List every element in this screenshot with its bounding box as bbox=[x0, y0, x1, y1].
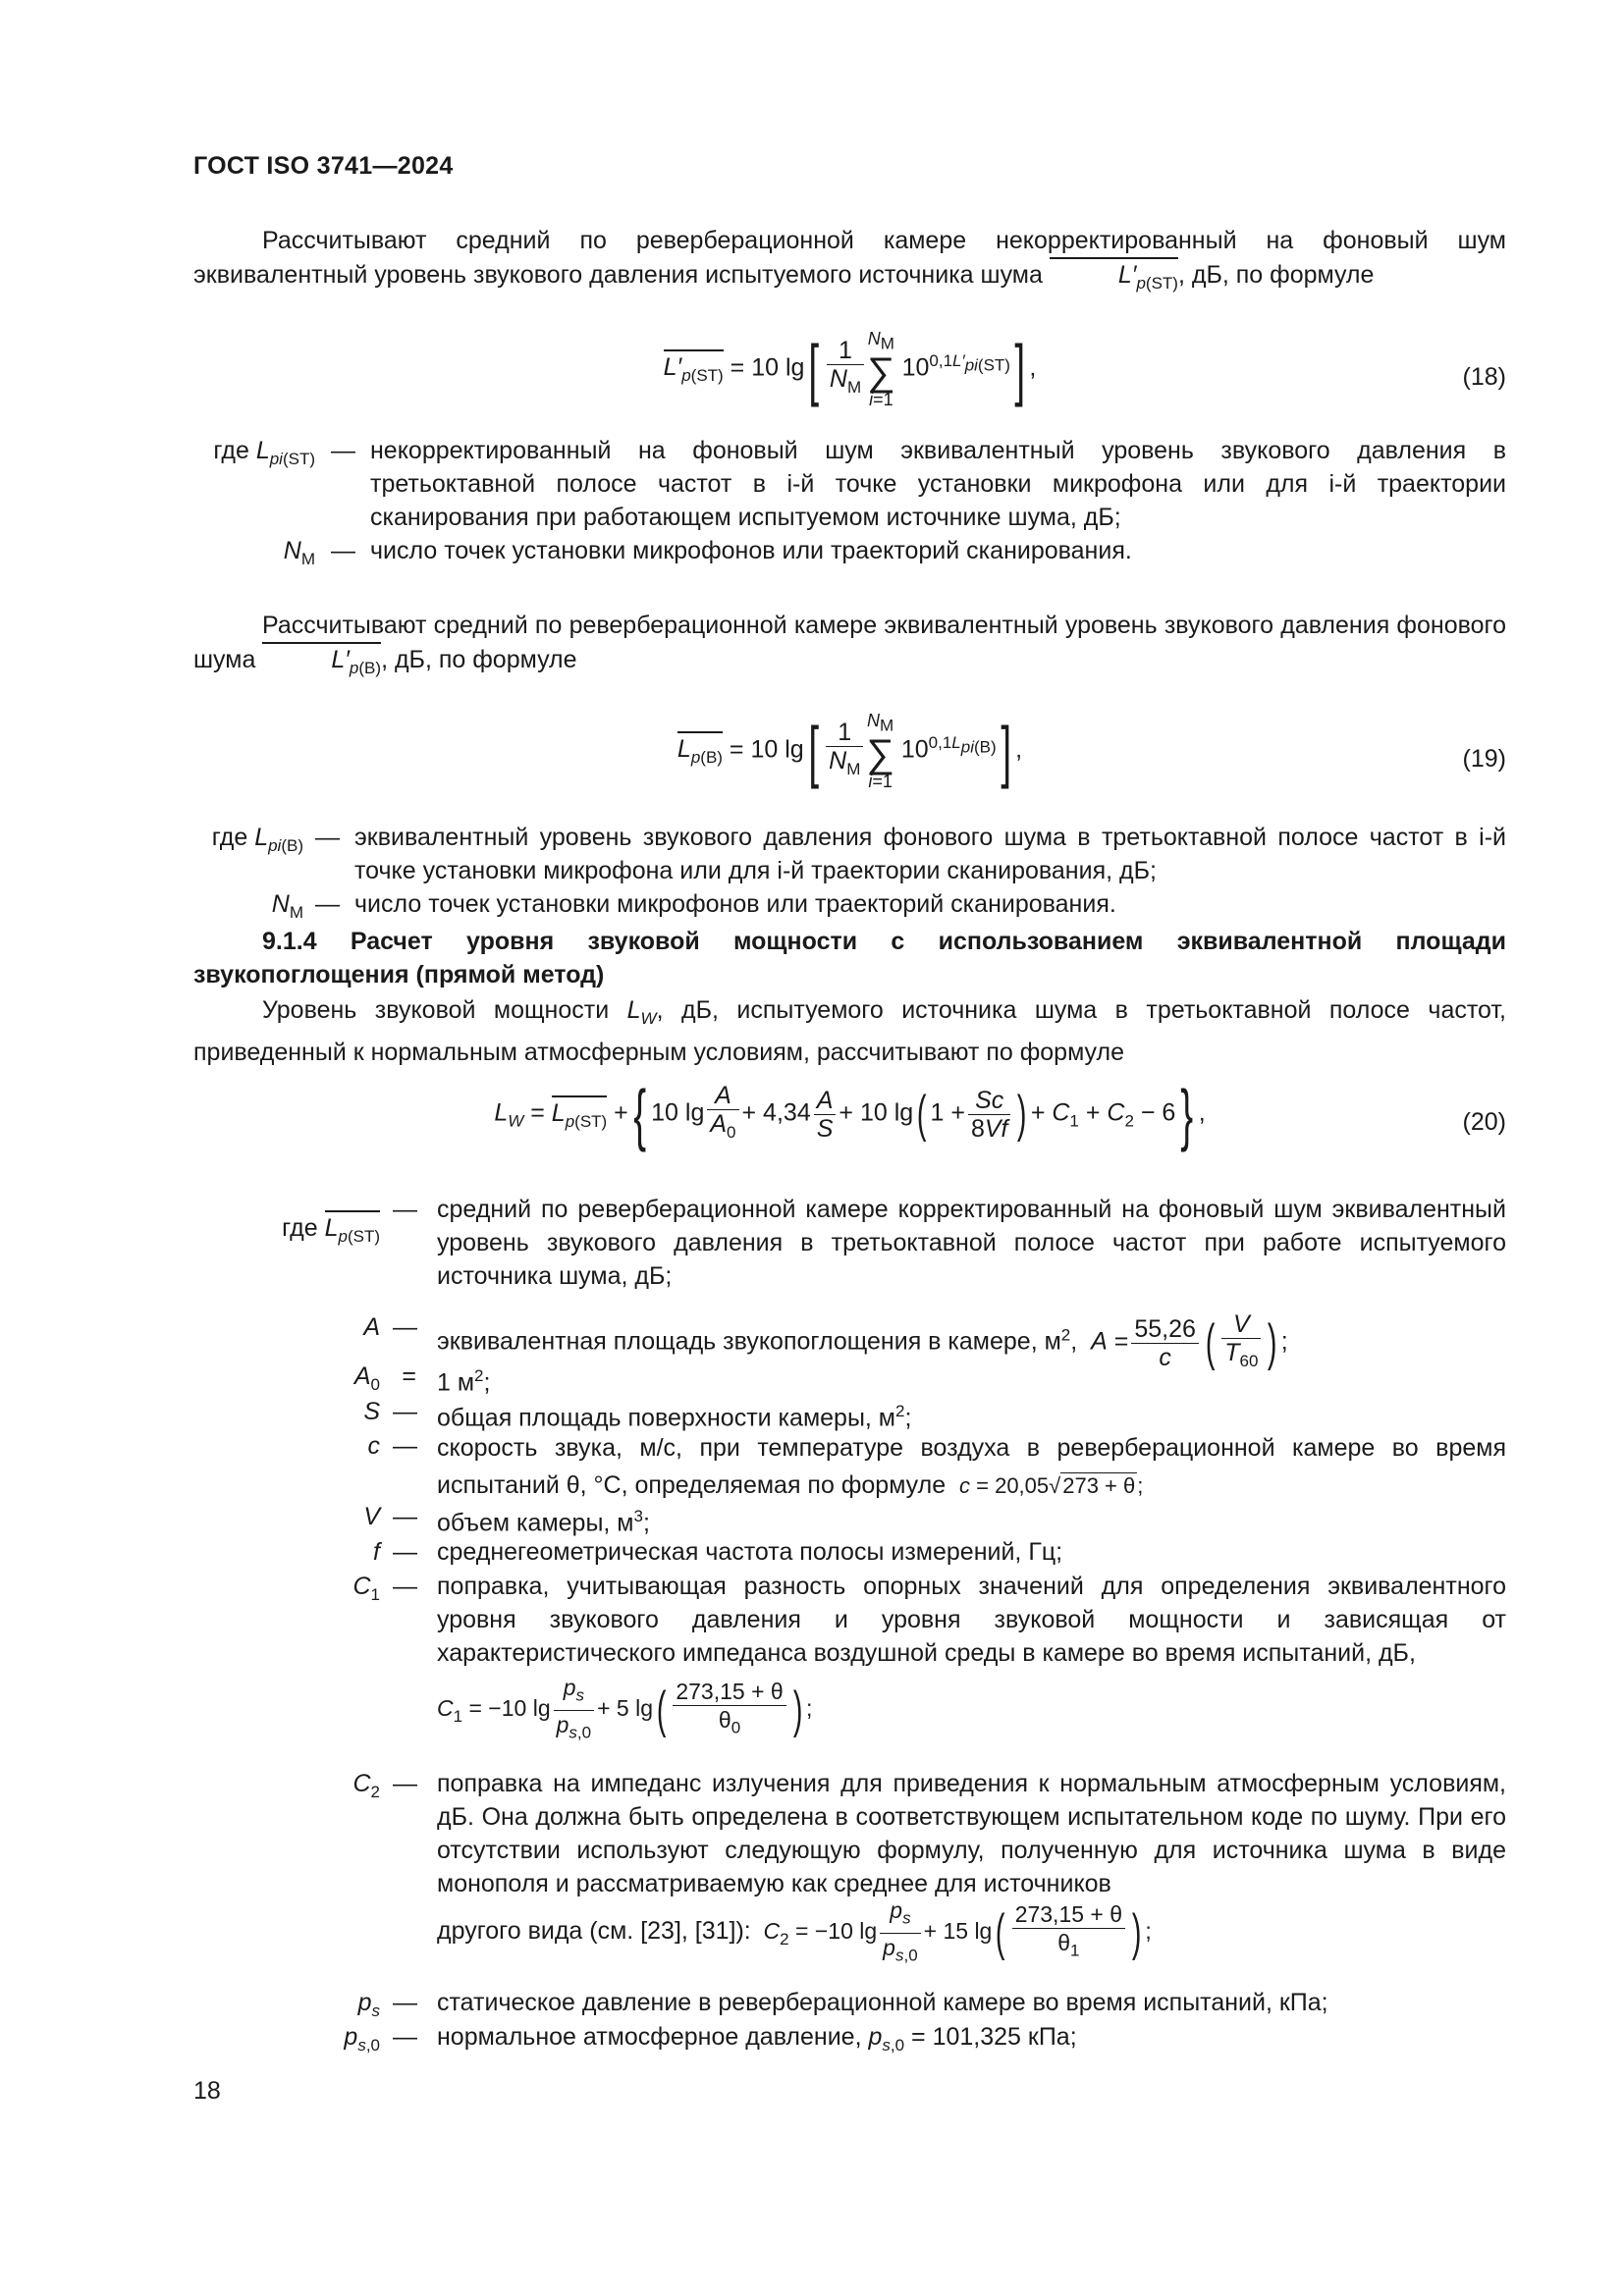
equation-number: (19) bbox=[1462, 745, 1506, 773]
equation-20 bbox=[193, 1076, 1506, 1158]
formula-20: $L_W = L_{p(ST)}$ +{ 10 lg $\frac{A}{A_0}$ + 4,34 $\frac{A}{S}$ + 10 lg( 1 + $\frac{Sc}{8Vf}$ ) + $C_1 + C_2 - 6$} , bbox=[494, 1076, 1206, 1152]
symbol-lp-b-prime: $L'_{p(B)}$ bbox=[262, 642, 381, 682]
definitions-20: где $L_{p(ST)}$ — средний по реверберационной камере корректированный на фоновый шум эквивалентный уровень звукового давления в третьоктавной полосе частот при работе испытуемого источника шума, дБ; A — эквивалентная площадь звукопоглощения в камере, $м^2$, A = $\frac{55,26}{c}$ ( $\frac{V}{T_{60}}$ ) ; $A_0$ = 1 $м^2$; S — общая площадь поверхности камеры, $м^2$; c — скорость звука, м/с, при температуре воздуха в реверберационной камере во время испытаний θ, °C, определяемая по формуле c = 20,05√273 + θ; V — объем камеры, $м^3$; f — среднегеометрическая частота полосы измерений, Гц; $C_1$ — поправка, учитывающая разность опорных значений для определения эквивалентного уровня звукового давления и уровня звуковой мощности и зависящая от характеристического импеданса воздушной среды в камере во время испытаний, дБ, $C_1 = -10$ lg $\frac{p_s}{p_{s,0}}$ + 5 lg( $\frac{273,15 + \theta}{\theta_0}$ ) ; $C_2$ — поправка на импеданс излучения для приведения к нормальным атмосферным условиям, дБ. Она должна быть определена в соответствующем испытательном коде по шуму. При его отсутствии используют следующую формулу, полученную для источника шума в виде монополя и рассматриваемую как среднее для источников другого вида (см. [23], [31]): $C_2 = -10$ lg $\frac{p_s}{p_{s,0}}$ + 15 lg( $\frac{273,15 + \theta}{\theta_1}$ ) ; $p_s$ — статическое давление в реверберационной камере во время испытаний, кПа; $p_{s,0}$ — нормальное атмосферное давление, $p_{s,0} = 101,325$ кПа; bbox=[282, 1196, 1506, 2055]
symbol-lp-st-prime: $L'_{p(ST)}$ bbox=[1050, 257, 1178, 297]
formula-c1: $C_1 = -10$ lg $\frac{p_s}{p_{s,0}}$ + 5 lg( $\frac{273,15 + \theta}{\theta_0}$ ) ; bbox=[437, 1674, 1506, 1746]
section-heading: 9.1.4 Расчет уровня звуковой мощности с использованием эквивалентной площади звукопоглощения (прямой метод) bbox=[193, 928, 1506, 988]
equation-number: (18) bbox=[1462, 363, 1506, 391]
formula-18: $L'_{p(ST)} = 10$ lg[ $\frac{1}{N_M}$ $N_M$ ∑ i=1 $10^{0,1L'_{pi(ST)}}$] , bbox=[663, 329, 1037, 409]
definitions-19: где $L_{pi(B)}$ — эквивалентный уровень звукового давления фонового шума в третьоктавной полосе частот в i-й точке установки микрофона или для i-й траектории сканирования, дБ; $N_M$ — число точек установки микрофонов или траекторий сканирования. bbox=[211, 824, 1506, 922]
formula-19: $L_{p(B)} = 10$ lg[ $\frac{1}{N_M}$ $N_M$ ∑ i=1 $10^{0,1L_{pi(B)}}$] , bbox=[677, 711, 1023, 791]
document-header: ГОСТ ISO 3741—2024 bbox=[193, 152, 454, 180]
equation-18 bbox=[193, 329, 1506, 407]
paragraph-2: Рассчитывают средний по реверберационной камере эквивалентный уровень звукового давления фонового шума $L'_{p(B)}$, дБ, по формуле bbox=[193, 609, 1506, 682]
page-number: 18 bbox=[193, 2077, 221, 2105]
definitions-18: где $L_{pi(ST)}$ — некорректированный на фоновый шум эквивалентный уровень звукового давления в третьоктавной полосе частот в i-й точке установки микрофона или для i-й траектории сканирования при работающем испытуемом источнике шума, дБ; $N_M$ — число точек установки микрофонов или траекторий сканирования. bbox=[213, 437, 1506, 568]
paragraph-3: Уровень звуковой мощности $L_W$, дБ, испытуемого источника шума в третьоктавной полосе частот, приведенный к нормальным атмосферным условиям, рассчитывают по формуле bbox=[193, 996, 1506, 1066]
equation-number: (20) bbox=[1462, 1108, 1506, 1136]
formula-c2: другого вида (см. [23], [31]): $C_2 = -10$ lg $\frac{p_s}{p_{s,0}}$ + 15 lg( $\frac{273,15 + \theta}{\theta_1}$ ) ; bbox=[437, 1896, 1506, 1969]
paragraph-1: Рассчитывают средний по реверберационной камере некорректированный на фоновый шум эквивалентный уровень звукового давления испытуемого источника шума $L'_{p(ST)}$, дБ, по формуле bbox=[193, 224, 1506, 297]
equation-19 bbox=[193, 711, 1506, 789]
